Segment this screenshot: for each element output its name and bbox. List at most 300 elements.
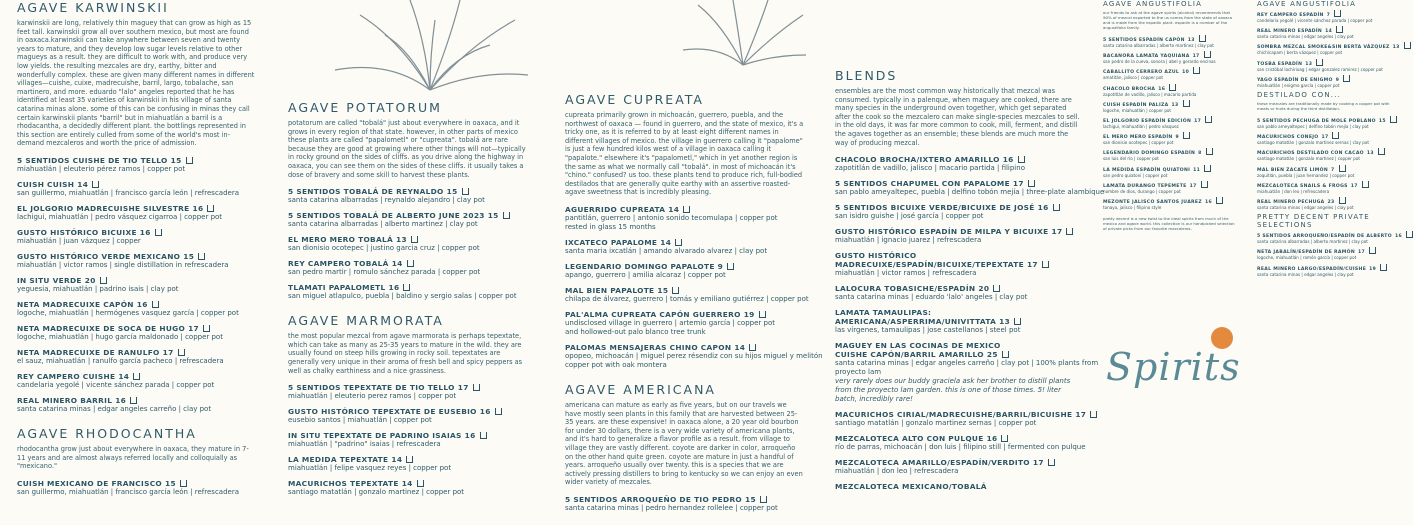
- item-price: 15: [170, 155, 182, 165]
- item-price: 13: [1171, 102, 1179, 108]
- menu-item: [1257, 132, 1397, 145]
- item-price: 15: [487, 211, 499, 221]
- glass-icon: [672, 287, 679, 294]
- menu-item: [835, 227, 1080, 245]
- menu-item: [835, 341, 1099, 404]
- glass-icon: [1183, 100, 1190, 107]
- item-name-line2: AMERICANA/ASPERRIMA/UNIVITTATA 13: [835, 317, 1080, 326]
- glass-icon: [1014, 318, 1021, 325]
- item-name: LEGENDARIO DOMINGO PAPALOTE 9: [565, 262, 805, 271]
- item-price: 13: [1392, 45, 1400, 51]
- menu-item: [835, 284, 1080, 302]
- item-name: MAL BIEN ZACATE LIMÓN 7: [1257, 165, 1397, 173]
- menu-item: [565, 262, 805, 280]
- item-price: 23: [1327, 200, 1335, 206]
- glass-icon: [473, 384, 480, 391]
- item-name: LA MEDIDA TEPEXTATE 14: [288, 455, 533, 464]
- item-price: 14: [77, 179, 89, 189]
- item-details: san isidro guishe | josé garcía | copper pot: [835, 212, 984, 221]
- glass-icon: [1042, 261, 1049, 268]
- spirits-logo: Spirits: [1106, 345, 1241, 389]
- item-name: REAL MINERO BARRIL 16: [17, 396, 257, 405]
- item-price: 17: [1189, 183, 1197, 189]
- section-description: ensembles are the most common way historically that mezcal was consumed. typically in a palenque, when maguey are cooked, there are many species in the underground oven together, which get separated after the cook so the mezcalero can make single-species mezcales to sell. in the old days, it was far more common to cook, mill, ferment, and distill the agaves together as an ensemble; these blends are much more the way of producing mezcal.: [835, 87, 1080, 147]
- menu-item: [835, 179, 1105, 197]
- glass-icon: [417, 480, 424, 487]
- menu-item: [17, 180, 257, 198]
- column-potatorum-marmorata: [288, 0, 533, 500]
- glass-icon: [749, 344, 756, 351]
- glass-icon: [675, 239, 682, 246]
- item-details: miahuatlán | don leo | refrescadera: [1257, 188, 1330, 194]
- item-name: GUSTO HISTÓRICO BICUIXE 16: [17, 228, 257, 237]
- menu-item: [565, 495, 805, 513]
- item-price: 16: [986, 434, 998, 444]
- item-details: el sauz, miahuatlán | ranulfo garcía pacheco | refrescadera: [17, 356, 224, 365]
- item-details: san dionisio ocotepec | copper pot: [1103, 140, 1174, 146]
- glass-icon: [1216, 197, 1223, 204]
- item-price: 14: [118, 371, 130, 381]
- item-name: LAMATA TAMAULIPAS:: [835, 308, 932, 318]
- item-details: tonaya, jalisco | filipino style: [1103, 205, 1162, 211]
- menu-item: [1257, 197, 1397, 210]
- menu-item: [835, 434, 1086, 452]
- glass-icon: [1001, 435, 1008, 442]
- item-price: 16: [192, 203, 204, 213]
- menu-item: [1257, 42, 1400, 56]
- item-name: MEZONTE JALISCO SANTOS JUAREZ 16: [1103, 197, 1238, 205]
- menu-item: [1103, 181, 1238, 194]
- item-details: santa catarina minas | edgar angeles | clay pot: [1257, 271, 1354, 277]
- section-description: our friends to ask at the agave spirits (alcohol) recommends that 90% of mezcal exported to the us comes from the state of oaxaca and is made from the espadín plant. espadín is a number of the angustifolia family.: [1103, 10, 1233, 30]
- menu-item: [1103, 67, 1238, 80]
- item-name: 5 SENTIDOS ESPADÍN CAPÓN 13: [1103, 35, 1238, 43]
- item-name: TOSBA ESPADÍN 13: [1257, 59, 1397, 67]
- item-name: LEGENDARIO DOMINGO ESPADÍN 8: [1103, 148, 1238, 156]
- item-name: IXCATECO PAPALOME 14: [565, 238, 805, 247]
- item-details: apango, guerrero | amilia alcaraz | copper pot: [565, 270, 726, 279]
- item-name: MEZCALOTECA ALTO CON PULQUE 16: [835, 434, 1080, 443]
- menu-item: [17, 396, 257, 414]
- item-price: 17: [1192, 54, 1200, 60]
- item-details: miahuatlán | enigmo garcía | copper pot: [1257, 82, 1340, 88]
- item-price: 17: [1075, 410, 1087, 420]
- item-name: MEZCALOTECA MEXICANO/TOBALÁ: [835, 482, 987, 492]
- menu-item: [17, 252, 257, 270]
- glass-icon: [760, 496, 767, 503]
- item-details: zoquitlán, puebla | juan hernandez | copper pot: [1257, 172, 1355, 178]
- item-name: MACURICHOS DESTILADO CON CACAO 13: [1257, 148, 1397, 156]
- glass-icon: [683, 206, 690, 213]
- item-details: eusebio santos | miahuatlán | copper pot: [288, 416, 432, 425]
- item-name: IN SITU TEPEXTATE DE PADRINO ISAIAS 16: [288, 431, 533, 440]
- glass-icon: [203, 325, 210, 332]
- menu-item: [835, 308, 1080, 335]
- glass-icon: [1183, 132, 1190, 139]
- item-name: 5 SENTIDOS CUISHE DE TIO TELLO 15: [17, 156, 257, 165]
- menu-item: [1257, 59, 1397, 72]
- item-price: 17: [1051, 227, 1063, 237]
- item-details: miahuatlán | ignacio juarez | refrescadera: [835, 236, 982, 245]
- item-name: CUISH ESPADÍN PALIZA 13: [1103, 100, 1238, 108]
- item-details: pantitlán, guerrero | antonio sonido tecomulapa | copper pot: [565, 213, 778, 222]
- glass-icon: [1362, 181, 1369, 188]
- item-price: 16: [139, 227, 151, 237]
- menu-item: [565, 285, 809, 304]
- item-details: zapotitlán de vadillo, jalisco | macario partida: [1103, 91, 1197, 97]
- item-name: LALOCURA TOBASICHE/ESPADÍN 20: [835, 284, 1080, 293]
- item-details: lachigui, miahuatlán | pedro vásquez: [1103, 124, 1179, 130]
- menu-item: [1103, 116, 1238, 129]
- item-name: MACURICHOS CONEJO 17: [1257, 132, 1397, 140]
- menu-item: [835, 203, 1080, 221]
- column-karwinskii: [17, 0, 257, 500]
- menu-item: [1257, 264, 1397, 277]
- item-price: 13: [999, 317, 1011, 327]
- item-price: 17: [1194, 119, 1202, 125]
- menu-item: [835, 155, 1080, 173]
- item-price: 17: [1026, 260, 1038, 270]
- menu-item: [288, 259, 533, 277]
- glass-icon: [100, 277, 107, 284]
- item-name: BACANORA LAMATA YAQUIANA 17: [1103, 51, 1238, 59]
- menu-item: [288, 431, 533, 449]
- item-name: SOMBRA MEZCAL SMOKE&SIN BERTA VÁZQUEZ 13: [1257, 42, 1397, 50]
- item-name: REAL MINERO PECHUGA 23: [1257, 197, 1397, 205]
- column-blends: [835, 0, 1105, 500]
- menu-item: [565, 238, 805, 256]
- item-name: MAL BIEN PAPALOTE 15: [565, 286, 805, 295]
- item-price: 8: [1198, 151, 1202, 157]
- glass-icon: [180, 480, 187, 487]
- item-details: san guillermo, miahuatlán | francisco garcía león | refrescadera: [17, 188, 240, 197]
- item-price: 20: [84, 275, 96, 285]
- item-details: santiago matatlán | gonzalo martinez | copper pot: [1257, 156, 1360, 162]
- item-details: santa maria ixcatlán | amando alvarado alvarez | clay pot: [565, 246, 768, 255]
- menu-item: [288, 235, 533, 253]
- menu-item: [1257, 26, 1397, 39]
- item-price: 17: [162, 347, 174, 357]
- glass-icon: [1380, 264, 1387, 271]
- item-price: 15: [165, 478, 176, 488]
- item-details: miahuatlán | eleuterio perez ramos | copper pot: [288, 392, 457, 401]
- menu-item: [1103, 100, 1238, 113]
- item-details: santa catarina minas | pedro hernandez rollelee | copper pot: [565, 503, 778, 512]
- item-details: san pedro martir | romulo sánchez parada | copper pot: [288, 268, 481, 277]
- item-name: NETA JABALÍN/ESPADÍN DE RAMÓN 17: [1257, 247, 1397, 255]
- item-price: 17: [457, 383, 469, 393]
- item-details: santa catarina minas | edgar angeles carreño | clay pot: [17, 404, 212, 413]
- menu-item: [835, 482, 1080, 491]
- menu-item: [1257, 148, 1397, 161]
- item-details: logoche, miahuatlán | ramón garcía | copper pot: [1257, 255, 1357, 261]
- item-details: santa catarina albarradas | alberto martinez | clay pot: [1257, 239, 1368, 245]
- item-details: candelaria yegolé | vicente sánchez parada | copper pot: [1257, 18, 1373, 23]
- item-price: 16: [1002, 155, 1014, 165]
- item-price: 15: [1378, 119, 1386, 125]
- glass-icon: [178, 349, 185, 356]
- glass-icon: [411, 236, 418, 243]
- glass-icon: [727, 263, 734, 270]
- menu-item: [1257, 165, 1397, 178]
- item-details: nombre de dios, durango | copper pot: [1103, 188, 1181, 194]
- item-price: 13: [1366, 151, 1374, 157]
- item-name: PAL'ALMA CUPREATA CAPÓN GUERRERO 19: [565, 310, 805, 319]
- column-angustifolia-left: [1103, 0, 1238, 500]
- menu-item: [288, 187, 533, 205]
- item-price: 17: [188, 323, 199, 333]
- item-price: 16: [1394, 234, 1402, 240]
- item-name: AGUERRIDO CUPREATA 14: [565, 205, 805, 214]
- item-price: 13: [396, 235, 407, 245]
- item-details: lachigui, miahuatlán | pedro vásquez cigarroa | copper pot: [17, 212, 223, 221]
- item-details: santa catarina albarradas | alberto martinez | clay pot: [1103, 43, 1214, 48]
- item-name: REY CAMPERO TOBALÁ 14: [288, 259, 533, 268]
- section-heading: AGAVE AMERICANA: [565, 381, 716, 397]
- section-description: the most popular mezcal from agave marmorata is perhaps tepextate, which can take as many as 25-35 years to mature in the wild. they are usually found on steep hills growing in rocky soil. tepextates are generally very unique in their aroma of fresh bell and spicy peppers as well as chalky earthiness and a nice grassiness.: [288, 332, 523, 375]
- menu-item: [1103, 84, 1238, 97]
- glass-icon: [503, 212, 510, 219]
- item-price: 15: [446, 187, 458, 197]
- item-name: CHACOLO BROCHA 16: [1103, 84, 1238, 92]
- item-details: santiago matatlán | gonzalo martinez sernas | copper pot: [835, 419, 1037, 428]
- glass-icon: [1169, 84, 1176, 91]
- item-name: GUSTO HISTÓRICO: [835, 251, 917, 261]
- item-price: 14: [668, 204, 680, 214]
- item-price: 17: [1012, 179, 1024, 189]
- glass-icon: [1204, 51, 1211, 58]
- item-name: REY CAMPERO CUISHE 14: [17, 372, 257, 381]
- item-details-line2: proyecto lam: [835, 368, 882, 377]
- item-details: zapotitlán de vadillo, jalisco | macario partida | filipino: [835, 164, 1025, 173]
- item-price: 16: [464, 431, 476, 441]
- item-details: logoche, miahuatlán | hermógenes vasquez garcía | copper pot: [17, 308, 239, 317]
- menu-item: [1257, 75, 1397, 88]
- item-price: 17: [1350, 183, 1358, 189]
- section-description: potatorum are called "tobalá" just about everywhere in oaxaca, and it grows in every region of that state. however, in other parts of mexico these plants are called "papalometl" or "cupreata". tobalá are rare because they are good at growing where other things will not—typically in rocky ground on the sides of cliffs. as you drive along the highway in oaxaca, you can see them on the sides of these cliffs. it usually takes a dose of bravery and some skill to harvest these plants.: [288, 119, 526, 179]
- glass-icon: [1390, 116, 1397, 123]
- item-price: 9: [717, 261, 724, 271]
- glass-icon: [1343, 75, 1350, 82]
- glass-icon: [1404, 42, 1411, 49]
- glass-icon: [407, 260, 414, 267]
- item-price: 14: [401, 479, 413, 489]
- item-details-line2: rested in glass 15 months: [565, 222, 656, 231]
- item-details: miahuatlán | eleuterio pérez ramos | copper pot: [17, 164, 186, 173]
- item-price: 7: [1331, 167, 1335, 173]
- item-name: MACURICHOS TEPEXTATE 14: [288, 479, 533, 488]
- menu-item: [17, 479, 257, 497]
- menu-item: [288, 407, 533, 425]
- menu-item: [17, 324, 257, 342]
- glass-icon: [1339, 197, 1346, 204]
- item-details: miahuatlán | felipe vasquez reyes | copper pot: [288, 464, 452, 473]
- item-name: CHACOLO BROCHA/IXTERO AMARILLO 16: [835, 155, 1080, 164]
- menu-item: [288, 383, 533, 401]
- menu-item: [835, 458, 1080, 476]
- glass-icon: [1193, 67, 1200, 74]
- section-heading: AGAVE KARWINSKII: [17, 0, 169, 15]
- item-name: LA MEDIDA ESPADÍN QUIATONI 11: [1103, 165, 1238, 173]
- item-name: 5 SENTIDOS TOBALÁ DE REYNALDO 15: [288, 187, 533, 196]
- item-price: 13: [1305, 61, 1313, 67]
- item-name: REY CAMPERO ESPADÍN 7: [1257, 10, 1397, 18]
- glass-icon: [1369, 247, 1376, 254]
- item-details: santa catarina albarradas | alberto martinez | clay pot: [288, 220, 478, 229]
- glass-icon: [480, 432, 487, 439]
- glass-icon: [1053, 204, 1060, 211]
- item-name: TLAMATI PAPALOMETL 16: [288, 283, 533, 292]
- item-details: opopeo, michoacán | miguel perez résendiz con su hijos miguel y melitón: [565, 351, 823, 360]
- item-price: 16: [1037, 203, 1049, 213]
- item-details: miahuatlán | victor ramos | single distillation in refrescadera: [17, 260, 229, 269]
- item-price: 14: [734, 342, 746, 352]
- menu-item: [288, 283, 533, 301]
- item-price: 14: [660, 237, 672, 247]
- glass-icon: [1199, 35, 1206, 42]
- menu-item: [1103, 197, 1238, 210]
- item-details: santa catarina minas | edgar angeles | clay pot: [1257, 205, 1354, 211]
- glass-icon: [155, 229, 162, 236]
- menu-item: [1103, 35, 1238, 48]
- glass-icon: [92, 181, 99, 188]
- item-details: amatitán, jalisco | copper pot: [1103, 75, 1164, 81]
- menu-item: [1103, 51, 1238, 64]
- item-details-line2: copper pot with oak montera: [565, 360, 667, 369]
- item-price: 15: [745, 494, 756, 504]
- item-name: 5 SENTIDOS PECHUGA DE MOLE POBLANO 15: [1257, 116, 1397, 124]
- section-description: rhodocantha grow just about everywhere in oaxaca, they mature in 7-11 years and are almost always referred locally and colloquially as "mexicano.": [17, 444, 249, 471]
- glass-icon: [133, 373, 140, 380]
- item-price: 7: [1326, 13, 1331, 18]
- glass-icon: [1316, 59, 1323, 66]
- item-name: REAL MINERO LARGO/ESPADÍN/CUISHE 19: [1257, 264, 1397, 272]
- item-details: san pablo ameyaltepec | delfino tobón mejía | clay pot: [1257, 124, 1369, 130]
- glass-icon: [403, 284, 410, 291]
- item-name: LAMATA DURANGO TEPEMETE 17: [1103, 181, 1238, 189]
- section-heading: AGAVE MARMORATA: [288, 313, 444, 329]
- menu-item: [17, 348, 257, 366]
- item-name: MEZCALOTECA SNAILS & FROGS 17: [1257, 181, 1397, 189]
- item-price: 16: [115, 395, 127, 405]
- menu-item: [835, 410, 1087, 428]
- glass-icon: [759, 311, 766, 318]
- glass-icon: [186, 157, 193, 164]
- item-name: 5 SENTIDOS BICUIXE VERDE/BICUIXE DE JOSÉ 16: [835, 203, 1080, 212]
- item-price: 19: [743, 309, 755, 319]
- item-name: 5 SENTIDOS CHAPUMEL CON PAPALOME 17: [835, 179, 1080, 188]
- menu-item: [288, 455, 533, 473]
- glass-icon: [1206, 148, 1213, 155]
- menu-item: [17, 204, 257, 222]
- menu-item: [288, 211, 533, 229]
- item-price: 16: [388, 283, 400, 293]
- item-name: 5 SENTIDOS TEPEXTATE DE TIO TELLO 17: [288, 383, 533, 392]
- menu-item: [565, 342, 823, 370]
- glass-icon: [1028, 180, 1035, 187]
- item-price: 9: [1335, 77, 1340, 83]
- menu-item: [1257, 116, 1397, 129]
- item-details: miahuatlán | victor ramos | refrescadera: [835, 269, 977, 278]
- menu-item: [17, 156, 257, 174]
- item-name: CUISH CUISH 14: [17, 180, 257, 189]
- item-price: 14: [1325, 29, 1333, 35]
- glass-icon: [1406, 231, 1413, 238]
- glass-icon: [462, 188, 469, 195]
- item-details: chilapa de álvarez, guerrero | tomás y emiliano gutiérrez | copper pot: [565, 294, 809, 303]
- section-heading: AGAVE POTATORUM: [288, 100, 442, 115]
- glass-icon: [130, 397, 137, 404]
- item-price: 19: [1369, 266, 1377, 272]
- glass-icon: [207, 205, 214, 212]
- item-details: san guillermo, miahuatlán | francisco garcía león | refrescadera: [17, 487, 240, 496]
- menu-item: [17, 300, 257, 318]
- item-details: yeguesia, miahuatlán | padrino isais | clay pot: [17, 284, 179, 293]
- item-details: san pablo ameyaltepec, puebla | delfino tobón mejía | three-plate alambique: [835, 188, 1105, 197]
- item-name: 5 SENTIDOS ARROQUEÑO/ESPADÍN DE ALBERTO 16: [1257, 231, 1397, 239]
- column-angustifolia-right: [1257, 0, 1402, 500]
- item-price: 10: [1182, 70, 1190, 76]
- item-name: IN SITU VERDE 20: [17, 276, 257, 285]
- item-note: very rarely does our buddy graciela ask her brother to distill plants from the proyecto lam garden. this is one of those times. 5! liter batch, incredibly rare!: [835, 377, 1071, 404]
- item-price: 20: [978, 284, 990, 294]
- item-price: 25: [986, 350, 998, 360]
- glass-icon: [1048, 459, 1055, 466]
- item-name: CUISH MEXICANO DE FRANCISCO 15: [17, 479, 257, 488]
- item-name: 5 SENTIDOS ARROQUEÑO DE TIO PEDRO 15: [565, 495, 805, 504]
- item-price: 13: [1187, 38, 1195, 43]
- section-heading: PRETTY DECENT PRIVATE SELECTIONS: [1257, 213, 1370, 230]
- item-price: 16: [479, 407, 491, 417]
- item-name: MEZCALOTECA AMARILLO/ESPADÍN/VERDITO 17: [835, 458, 1080, 467]
- glass-icon: [198, 253, 205, 260]
- menu-item: [565, 205, 805, 232]
- item-details: miahuatlán | "padrino" isaias | refrescadera: [288, 440, 441, 449]
- item-details: logoche, miahuatlán | copper pot: [1103, 107, 1172, 113]
- item-price: 9: [1175, 135, 1179, 141]
- menu-item: [288, 479, 533, 497]
- item-name: NETA MADRECUIXE DE SOCA DE HUGO 17: [17, 324, 257, 333]
- glass-icon: [1205, 116, 1212, 123]
- item-details: santa catarina minas | edgar angeles carreño | clay pot | 100% plants from: [835, 359, 1099, 368]
- item-price: 17: [1321, 135, 1329, 141]
- item-price: 11: [1193, 167, 1201, 173]
- glass-icon: [1090, 411, 1097, 418]
- item-name: NETA MADRECUIXE CAPÓN 16: [17, 300, 257, 309]
- item-details: san pedro quiatoni | copper pot: [1103, 172, 1168, 178]
- section-heading: AGAVE CUPREATA: [565, 92, 704, 107]
- glass-icon: [406, 456, 413, 463]
- item-details: san luis del río | copper pot: [1103, 156, 1159, 162]
- item-name-line2: MADRECUIXE/ESPADÍN/BICUIXE/TEPEXTATE 17: [835, 260, 1080, 269]
- item-price: 17: [1032, 458, 1044, 468]
- glass-icon: [495, 408, 502, 415]
- menu-item: [17, 276, 257, 294]
- item-name: 5 SENTIDOS TOBALÁ DE ALBERTO JUNE 2023 15: [288, 211, 533, 220]
- section-heading: AGAVE ANGUSTIFOLIA: [1257, 0, 1357, 8]
- item-details: san miguel atlapulco, puebla | baldino y sergio salas | copper pot: [288, 292, 517, 301]
- item-details: las vírgenes, tamaulipas | jose castellanos | steel pot: [835, 326, 1021, 335]
- item-details: san pedro de la cueva, sonora | abel y gerardo encinas: [1103, 59, 1216, 65]
- item-name: EL MERO MERO TOBALÁ 13: [288, 235, 533, 244]
- item-details-line2: and hollowed-out palo blanco tree trunk: [565, 327, 706, 336]
- menu-item: [1257, 231, 1402, 245]
- menu-item: [17, 372, 257, 390]
- column-cupreata-americana: [565, 0, 823, 512]
- section-description: americana can mature as early as five years, but on our travels we have mostly seen plants in this family that are harvested between 25-35 years. are these expensive! in oaxaca alone, a 20 year old bourbon for under 30 dollars, there is a very wide variety of americana plants, and it's hard to generalize a flavor profile as a result. from village to village they are vastly different. coyote are darker in color, arroqueño on the other hand quite green. coyote are mature in just a handful of years. arroqueño usually over twenty. this is a species that we are actively pressing distillers to bring to kentucky so we can enjoy an even wider variety of mezcales.: [565, 400, 803, 487]
- glass-icon: [1018, 156, 1025, 163]
- item-name: MACURICHOS CIRIAL/MADRECUISHE/BARRIL/BICUISHE 17: [835, 410, 1080, 419]
